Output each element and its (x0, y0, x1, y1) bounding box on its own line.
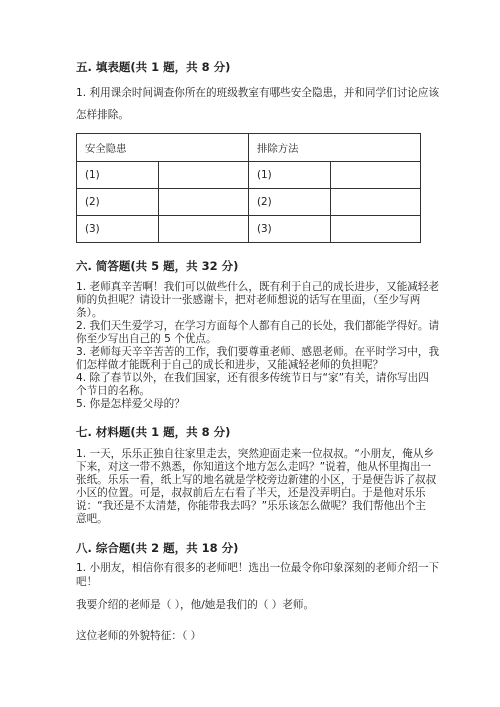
section7-line-6: 意吧。 (76, 513, 108, 525)
table-header-row (77, 134, 421, 162)
section8-heading: 八. 综合题(共 2 题，共 18 分) (76, 541, 239, 555)
table-row (77, 189, 421, 216)
table-cell-hazard-label: (1) (77, 162, 159, 189)
section6-line-8: 4. 除了春节以外，在我们国家，还有很多传统节日与“家”有关，请你写出四 (76, 372, 429, 384)
section6-line-10: 5. 你是怎样爱父母的？ (76, 398, 185, 410)
section6-line-4: 2. 我们天生爱学习，在学习方面每个人都有自己的长处，我们都能学得好。请 (76, 320, 440, 332)
table-cell-method-answer[interactable] (331, 162, 421, 189)
section7-line-1: 1. 一天，乐乐正独自往家里走去，突然迎面走来一位叔叔。“小朋友，俺从乡 (76, 448, 434, 460)
safety-hazard-table (76, 133, 421, 243)
section7-line-2: 下来，对这一带不熟悉，你知道这个地方怎么走吗？”说着，他从怀里掏出一 (76, 461, 432, 473)
table-cell-hazard-answer[interactable] (159, 189, 249, 216)
section6-line-9: 个节日的名称。 (76, 385, 151, 397)
table-cell-hazard-answer[interactable] (159, 216, 249, 243)
section6-heading: 六. 简答题(共 5 题，共 32 分) (76, 259, 239, 273)
section7-line-5: 说：“我还是不太清楚，你能带我去吗？”乐乐该怎么做呢？我们帮他出个主 (76, 500, 426, 512)
section5-q1-line-2: 怎样排除。 (76, 109, 129, 121)
section7-line-4: 小区的位置。可是，叔叔前后左右看了半天，还是没弄明白。于是他对乐乐 (76, 487, 426, 499)
section6-line-5: 你至少写出自己的 5 个优点。 (76, 333, 217, 345)
section6-line-6: 3. 老师每天辛辛苦苦的工作，我们要尊重老师、感恩老师。在平时学习中，我 (76, 346, 440, 358)
section7-heading: 七. 材料题(共 1 题，共 8 分) (76, 425, 231, 439)
section7-line-3: 张纸。乐乐一看，纸上写的地名就是学校旁边新建的小区，于是便告诉了叔叔 (76, 474, 437, 486)
table-row (77, 216, 421, 243)
section5-q1-line-1: 1. 利用课余时间调查你所在的班级教室有哪些安全隐患，并和同学们讨论应该 (76, 87, 440, 99)
teacher-appearance-fill-line: 这位老师的外貌特征：（ ） (76, 630, 202, 642)
table-cell-method-answer[interactable] (331, 189, 421, 216)
section8-q1-line-2: 吧！ (76, 576, 98, 588)
table-cell-hazard-label: (3) (77, 216, 159, 243)
section6-line-7: 们怎样做才能既利于自己的成长和进步，又能减轻老师的负担呢？ (76, 359, 384, 371)
teacher-intro-fill-line: 我要介绍的老师是（ ），他/她是我们的（ ）老师。 (76, 599, 315, 611)
table-cell-method-label: (2) (249, 189, 331, 216)
table-cell-method-label: (1) (249, 162, 331, 189)
table-row (77, 162, 421, 189)
section8-q1-line-1: 1. 小朋友，相信你有很多的老师吧！选出一位最令你印象深刻的老师介绍一下 (76, 562, 440, 574)
table-header-hazard: 安全隐患 (77, 134, 249, 162)
section6-line-3: 条）。 (76, 307, 103, 319)
table-cell-method-label: (3) (249, 216, 331, 243)
table-cell-method-answer[interactable] (331, 216, 421, 243)
table-cell-hazard-answer[interactable] (159, 162, 249, 189)
section6-line-2: 师的负担呢？请设计一张感谢卡，把对老师想说的话写在里面，（至少写两 (76, 294, 421, 306)
table-cell-hazard-label: (2) (77, 189, 159, 216)
section5-heading: 五. 填表题(共 1 题，共 8 分) (76, 60, 231, 74)
section6-line-1: 1. 老师真辛苦啊！我们可以做些什么，既有利于自己的成长进步，又能减轻老 (76, 281, 440, 293)
table-header-method: 排除方法 (249, 134, 421, 162)
